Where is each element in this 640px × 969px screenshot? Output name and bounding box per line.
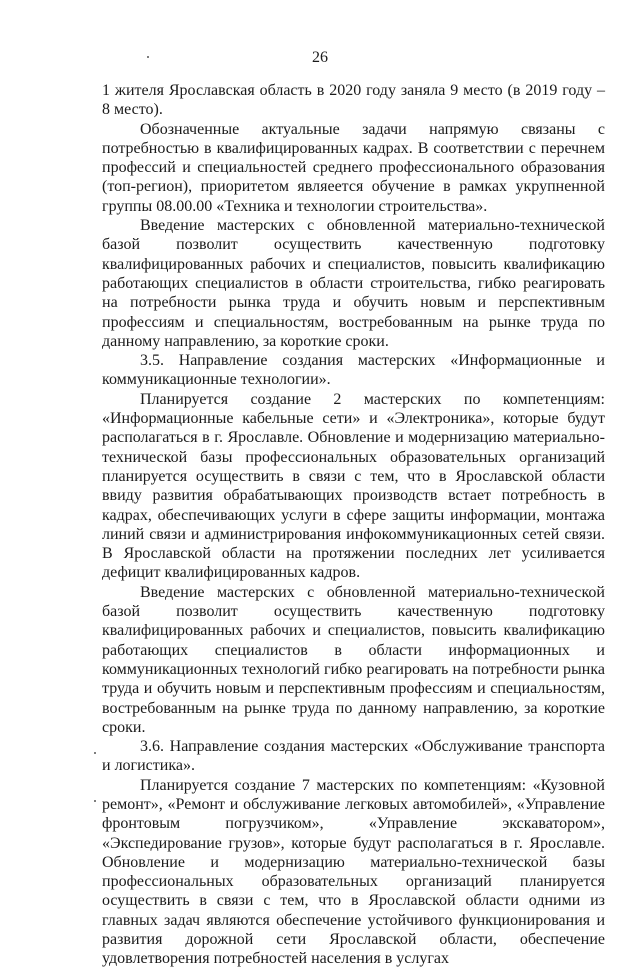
paragraph-transport-workshops-plan: Планируется создание 7 мастерских по компетенциям: «Кузовной ремонт», «Ремонт и обслуживание легковых автомобилей», «Управление фронтовым погрузчиком», «Управление экскаватором», «Экспедирование грузов», которые будут располагаться в г. Ярославле. Обновление и модернизацию материально-технической базы профессиональных образовательных организаций планируется осуществить в связи с тем, что в Ярославской области одними из главных задач являются обеспечение устойчивого функционирования и развития дорожной сети Ярославской области, обеспечение удовлетворения потребностей населения в услугах bbox=[102, 776, 605, 968]
section-heading-3-6: 3.6. Направление создания мастерских «Обслуживание транспорта и логистика». bbox=[102, 738, 605, 775]
section-heading-3-5: 3.5. Направление создания мастерских «Информационные и коммуникационные технологии». bbox=[102, 352, 605, 389]
paragraph-construction-workshops: Введение мастерских с обновленной материально-технической базой позволит осуществить качественную подготовку квалифицированных рабочих и специалистов, повысить квалификацию работающих специалистов в области строительства, гибко реагировать на потребности рынка труда и обучить новым и перспективным профессиям и специальностям, востребованным на рынке труда по данному направлению, за короткие сроки. bbox=[102, 217, 605, 350]
paragraph-region-rank: 1 жителя Ярославская область в 2020 году заняла 9 место (в 2019 году – 8 место). bbox=[102, 82, 605, 119]
document-body bbox=[102, 81, 605, 969]
paragraph-it-workshops-benefits: Введение мастерских с обновленной материально-технической базой позволит осуществить качественную подготовку квалифицированных рабочих и специалистов, повысить квалификацию работающих специалистов в области информационных и коммуникационных технологий гибко реагировать на потребности рынка труда и обучить новым и перспективным профессиям и специальностям, востребованным на рынке труда по данному направлению, за короткие сроки. bbox=[102, 583, 605, 736]
page-number: 26 bbox=[312, 49, 328, 66]
scan-speck bbox=[147, 56, 149, 58]
scan-speck bbox=[94, 800, 96, 802]
paragraph-it-workshops-plan: Планируется создание 2 мастерских по компетенциям: «Информационные кабельные сети» и «Электроника», которые будут располагаться в г. Ярославле. Обновление и модернизацию материально-технической базы профессиональных образовательных организаций планируется осуществить в связи с тем, что в Ярославской области ввиду развития обрабатывающих производств встает потребность в кадрах, обеспечивающих услуги в сфере защиты информации, монтажа линий связи и администрирования инфокоммуникационных сетей связи. В Ярославской области на протяжении последних лет усиливается дефицит квалифицированных кадров. bbox=[102, 390, 605, 582]
scan-speck bbox=[94, 752, 96, 754]
paragraph-staffing-tasks: Обозначенные актуальные задачи напрямую связаны с потребностью в квалифицированных кадрах. В соответствии с перечнем профессий и специальностей среднего профессионального образования (топ-регион), приоритетом являеется обучение в рамках укрупненной группы 08.00.00 «Техника и технологии строительства». bbox=[102, 120, 605, 215]
